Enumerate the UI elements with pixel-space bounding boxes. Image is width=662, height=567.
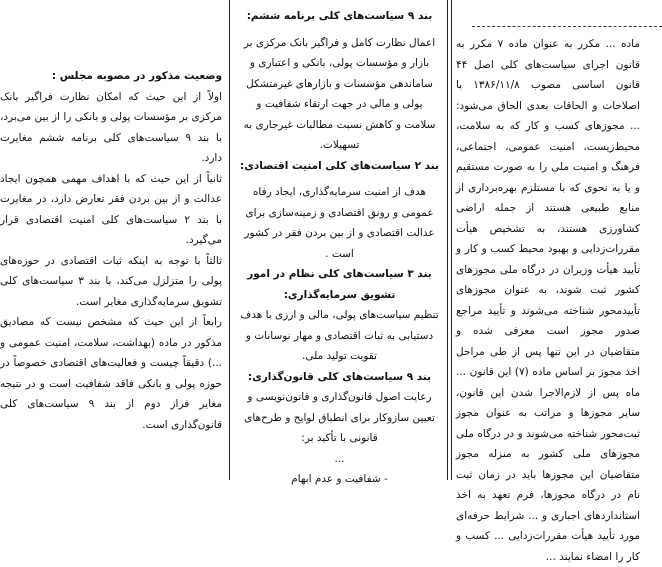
policy-heading-program-6: بند ۹ سیاست‌های کلی برنامه ششم: — [246, 10, 433, 22]
policy-text-investment: تنظیم سیاست‌های پولی، مالی و ارزی با هدف دستیابی به ثبات اقتصادی و مهار نوسانات و تقویت تولید ملی. — [240, 309, 439, 362]
column-parliament-status — [0, 0, 228, 480]
policy-heading-legislation: بند ۹ سیاست‌های کلی قانون‌گذاری: — [247, 370, 432, 383]
original-article-text: ماده ... مکرر به عنوان ماده ۷ مکرر به قانون اجرای سیاست‌های کلی اصل ۴۴ قانون اساسی مصوب ۱۳۸۶/۱۱/۸ با اصلاحات و الحاقات بعدی الحاق می‌شود: ... مجوزهای کسب و کار که به سلامت، محیط‌زیست، امنیت عمومی، اجتماعی، فرهنگ و امنیت ملی را به صورت مستقیم و یا به نحوی که با مستلزم بهره‌برداری از منابع طبیعی هستند از جمله اراضی کشاورزی هستند، به تشخیص هیأت مقررات‌زدایی و بهبود محیط کسب و کار و تأیید هیأت وزیران در درگاه ملی مجوزهای کشور ثبت شوند، به عنوان مجوزهای تأییدمحور شناخته می‌شوند و تأیید مراجع صدور مجوز است معرفی شده و متقاضیان در این تنها پس از طی مراحل اخذ مجوز بر اساس ماده (۷) این قانون ... ماه پس از لازم‌الاجرا شدن این قانون، سایر مجوزها و مراتب به عنوان مجوز ثبت‌محور شناخته می‌شوند و در درگاه ملی مجوزهای ملی کشور به منزله مجوز متقاضیان این مجوزها باید در زمان ثبت نام در درگاه مجوزها، فرم تعهد به اخذ استانداردهای اجباری و ... شرایط حرفه‌ای مورد تأیید هیأت مقررات‌زدایی ... کسب و کار را امضاء نمایند ... — [456, 38, 640, 563]
column-divider-left — [229, 0, 230, 480]
status-heading: وضعیت مذکور در مصوبه مجلس : — [51, 70, 222, 82]
policy-heading-investment: بند ۳ سیاست‌های کلی نظام در امور تشویق سرمایه‌گذاری: — [247, 268, 432, 301]
status-paragraph-3: ثالثاً با توجه به اینکه ثبات اقتصادی در حوزه‌های پولی را متزلزل می‌کند، با بند ۳ سیاست‌های کلی تشویق سرمایه‌گذاری مغایر است. — [0, 254, 222, 308]
column-general-policies — [232, 0, 447, 485]
policy-heading-economic-security: بند ۲ سیاست‌های کلی امنیت اقتصادی: — [240, 159, 439, 172]
status-paragraph-4: رابعاً از این حیث که مشخص نیست که مصادیق مذکور در ماده (بهداشت، سلامت، امنیت عمومی و ...) دقیقاً چیست و فعالیت‌های اقتصادی خصوصاً در حوزه پولی و بانکی فاقد شفافیت است و در نتیجه مغایر فراز دوم از بند ۹ سیاست‌های کلی قانون‌گذاری است. — [0, 316, 222, 431]
status-paragraph-2: ثانیاً از این حیث که با اهداف مهمی همچون ایجاد عدالت و از بین بردن فقر تعارض دارد، در مغایرت با بند ۲ سیاست‌های کلی امنیت اقتصادی قرار می‌گیرد. — [0, 172, 223, 246]
status-paragraph-1: اولاً از این حیث که امکان نظارت فراگیر بانک مرکزی بر مؤسسات پولی و بانکی را از بین می‌برد، با بند ۹ سیاست‌های کلی برنامه ششم مغایرت دارد. — [0, 90, 222, 164]
policy-ellipsis: ... — [334, 452, 345, 465]
policy-text-economic-security: هدف از امنیت سرمایه‌گذاری، ایجاد رفاه عمومی و رونق اقتصادی و زمینه‌سازی برای عدالت اقتصادی و از بین بردن فقر در کشور است . — [244, 186, 435, 260]
separator-line — [472, 26, 662, 27]
policy-text-program-6: اعمال نظارت کامل و فراگیر بانک مرکزی بر بازار و مؤسسات پولی، بانکی و اعتباری و ساماندهی مؤسسات و بازارهای غیرمتشکل پولی و مالی در جهت ارتقاء شفافیت و سلامت و کاهش نسبت مطالبات غیرجاری به تسهیلات. — [243, 36, 436, 151]
column-original-article — [452, 0, 640, 563]
policy-text-legislation: رعایت اصول قانون‌گذاری و قانون‌نویسی و تعیین سازوکار برای انطباق لوایح و طرح‌های قانونی با تأکید بر: — [244, 391, 435, 444]
policy-item-transparency: - شفافیت و عدم ابهام — [291, 473, 388, 485]
